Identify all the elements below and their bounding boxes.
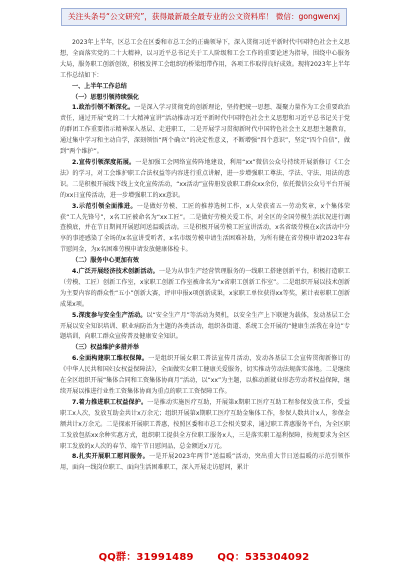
footer-contact [0, 548, 408, 563]
paragraph-2 [60, 158, 350, 202]
paragraph-8-lead: 8.扎实开展职工慰问服务。 [72, 453, 150, 461]
paragraph-6-lead: 6.全面构建职工维权保障。 [72, 355, 149, 363]
footer-qq: QQ：535304092 [217, 552, 310, 563]
paragraph-7-text: 一是推动实施医疗互助，开展第x期职工医疗互助工程参保发放工作，受益职工x人次，发放互助金共计x万余元；组织开展第x期职工医疗互助金集体工作，参保人数共计x人，参保金额共计x万余元。二是探索开展职工普惠，按照区委和市总工会相关要求，通过职工普惠服务平台，为全区职工发放包括xx余种实惠方式，组织职工提供全方位职工服务x人，三是落实职工福利保障，按规要求为全区职工发放的x人次的春节、端午节日慰问品，总金额近x万元。 [60, 398, 351, 450]
section-heading-1: （一）思想引领持续强化 [72, 93, 140, 101]
paragraph-3 [60, 202, 350, 257]
paragraph-1-lead: 1.政治引领不断深化。 [72, 104, 135, 112]
paragraph-1 [60, 103, 350, 158]
footer-qq-group: QQ群：31991489 [98, 552, 194, 563]
section-heading-3: （三）权益维护多措并举 [72, 344, 140, 352]
paragraph-4 [60, 267, 350, 311]
paragraph-7 [60, 398, 350, 453]
paragraph-7-lead: 7.着力推进职工权益保护。 [72, 398, 148, 406]
paragraph-8 [60, 452, 350, 474]
banner-text: 关注头条号“公文研究”，获得最新最全最专业的公文资料库！ 微信：gongwenxj [61, 8, 347, 26]
paragraph-1-text: 一是深入学习贯彻党的创新理论，坚持把统一思想、凝聚力量作为工会重要政治责任，通过开展“党的二十大精神宣讲”活动推动习近平新时代中国特色社会主义思想和习近平总书记关于党的群团工作重要指示精神深入基层、走进职工，二是开展学习贯彻新时代中国特色社会主义思想主题教育，通过集中学习和主动自学，深刻领悟“两个确立”的决定性意义，不断增强“四个意识”，坚定“四个自信”，做到“两个维护”。 [60, 104, 350, 156]
paragraph-4-text: 一是为从事生产经营管理服务的一线职工搭建创新平台，积极打造职工（劳模、工匠）创新工作室，x家职工创新工作室被命名为“x省职工创新工作室”。二是组织开展以技术创新为主要内容的群众性“五小”创新大赛，评审申报x项创新成果，x家职工单位获得xx等奖，累计表彰职工创新成果x项。 [60, 268, 350, 308]
document-body [60, 38, 350, 474]
paragraph-3-text: 一是做好劳模、工匠的推荐选树工作，x人荣获省五一劳动奖章，x个集体荣获“工人先锋号”，x名工匠被命名为“xx工匠”。二是做好劳模关爱工作，对全区的全国劳模生活状况进行调查摸底，并在节日期间开展慰问送温暖活动。三是积极开展劳模工匠宣讲活动，x名省级劳模在x次活动中分享的事迹感染了全场的x名宣讲受听者，x名市级劳模申请生活困难补助，为所有健在省劳模申请2023年春节慰问金，为x名困难劳模申请发放健康体检卡。 [60, 202, 350, 254]
paragraph-6 [60, 354, 350, 398]
paragraph-5-lead: 5.深度参与安全生产活动。 [72, 311, 147, 319]
paragraph-2-text: 一是加强工会网络宣传阵地建设，利用“xx”微信公众号持续开展新修订《工会法》的学习，对工会维护职工合法权益等内容进行重点讲解，进一步增强职工尊法、学法、守法、用法的意识。二是积极开展线下线上文化宣传活动，“xx活动”宣传册发放职工群众xx余份，依托微信公众号平台开展的xx日宣传活动，进一步增强职工的xx意识。 [60, 158, 350, 199]
paragraph-4-lead: 4.广泛开展经济技术创新活动。 [72, 268, 159, 276]
top-banner [0, 8, 408, 26]
paragraph-5-text: 以“安全生产月”等活动为契机，以安全生产上下联建为载体，发动基层工会开展以安全知识培训、职业病防治为主题的各类活动，组织各街道、系统工会开展的“健康生活我在身边”专题培训，向职工群众宣传普及健康安全知识。 [60, 311, 350, 341]
paragraph-5 [60, 311, 350, 344]
paragraph-2-lead: 2.宣传引领深度拓展。 [72, 158, 136, 166]
paragraph-6-text: 一是组织开展女职工普法宣传月活动，发动各基层工会宣传贯彻新修订的《中华人民共和国妇女权益保障法》，全面做实女职工健康关爱服务，切实推动劳动法规落实落地。二是继续在全区组织开展“集体合同和工资集体协商月”活动，以“xx”为主题，以推动新就业形态劳动者权益保障，继续开展以推进行业性工资集体协商为重点的职工工资保障工作。 [60, 355, 350, 395]
intro-paragraph: 2023年上半年，区总工会在区委和市总工会的正确领导下，深入贯彻习近平新时代中国特色社会主义思想，全面落实党的二十大精神，以习近平总书记关于工人阶级和工会工作的重要论述为指导，围绕中心服务大局，服务职工创新创效，积极发挥工会组织的桥梁纽带作用，各项工作取得良好成效。现将2023年上半年工作总结如下： [60, 39, 350, 79]
paragraph-8-text: 一是开展2023年两节“送温暖”活动，突出重大节日送温暖的示范引领作用，面向一线岗位职工、面向生活困难职工，深入开展走访慰问，累计 [60, 453, 351, 472]
main-heading: 一、上半年工作总结 [72, 82, 127, 90]
paragraph-3-lead: 3.示范引领全面推进。 [72, 202, 137, 210]
section-heading-2: （二）服务中心更加有效 [72, 257, 140, 265]
